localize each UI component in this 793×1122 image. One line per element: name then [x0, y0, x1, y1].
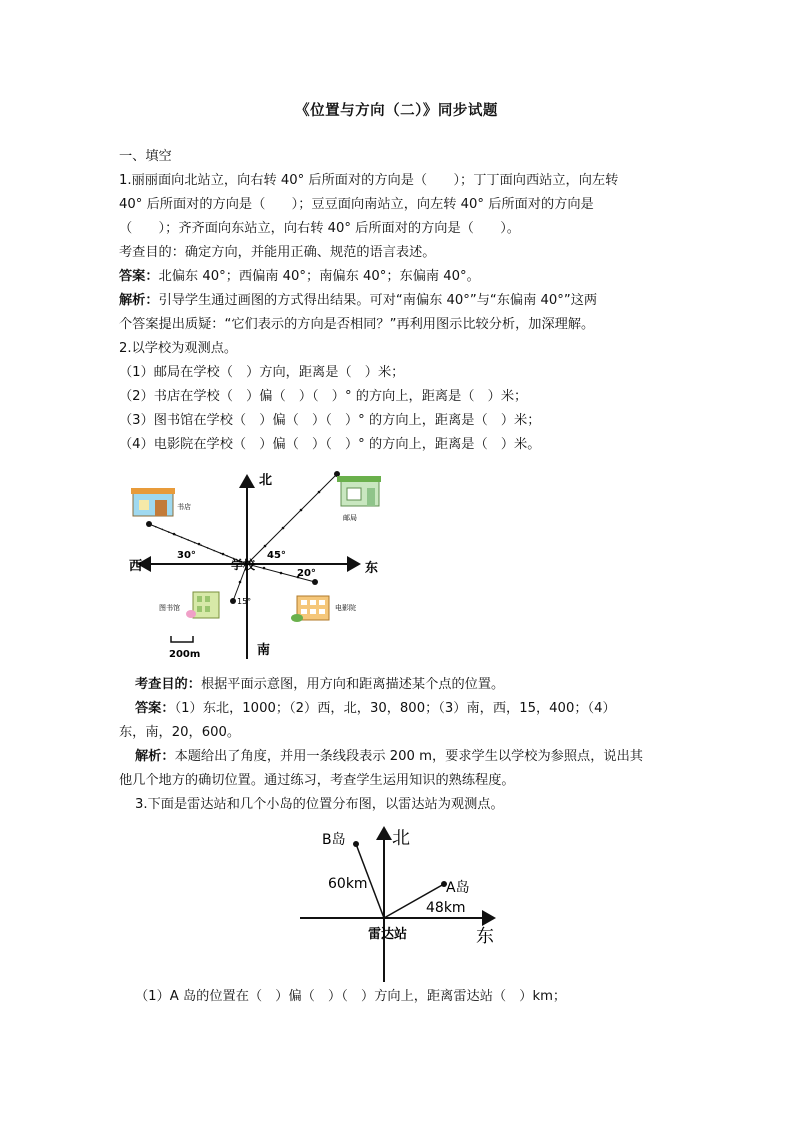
q2-answer: [135, 700, 695, 718]
q3-item-1: （1）A 岛的位置在（ ）偏（ ）（ ）方向上，距离雷达站（ ）km；: [135, 989, 567, 1004]
analysis-label: 解析：: [135, 749, 175, 764]
q2-answer-cont: 东，南，20，600。: [119, 725, 241, 740]
post-office-label: 邮局: [343, 514, 357, 522]
island-b-label: B岛: [322, 832, 346, 848]
radar-station-label: 雷达站: [368, 927, 408, 942]
bookstore-building: [131, 488, 175, 516]
answer-label: 答案：: [135, 701, 175, 716]
angle-45-label: 45°: [267, 550, 286, 561]
page-title: 《位置与方向（二）》同步试题: [295, 103, 498, 119]
library-building: [186, 592, 219, 618]
section-heading: 一、填空: [119, 149, 172, 164]
scale-bar: [171, 636, 193, 642]
radar-north-label: 北: [392, 828, 410, 849]
post-office-building: [337, 476, 381, 506]
analysis-text: 引导学生通过画图的方式得出结果。可对“南偏东 40°”与“东偏南 40°”这两: [158, 293, 598, 308]
analysis-text: 本题给出了角度，并用一条线段表示 200 m，要求学生以学校为参照点，说出其: [174, 749, 643, 764]
q2-stem: 2.以学校为观测点。: [119, 341, 238, 356]
q2-item-2: （2）书店在学校（ ）偏（ ）（ ）° 的方向上，距离是（ ）米；: [119, 389, 528, 404]
goal-label: 考查目的：: [135, 677, 201, 692]
library-label: 图书馆: [159, 604, 180, 612]
dist-a-label: 48km: [426, 900, 466, 916]
dist-b-label: 60km: [328, 876, 368, 892]
q2-item-1: （1）邮局在学校（ ）方向，距离是（ ）米；: [119, 365, 405, 380]
q3-stem: 3.下面是雷达站和几个小岛的位置分布图，以雷达站为观测点。: [135, 797, 504, 812]
bookstore-point: [146, 521, 152, 527]
answer-text: 北偏东 40°；西偏南 40°；南偏东 40°；东偏南 40°。: [158, 269, 480, 284]
q1-analysis: [119, 292, 679, 310]
radar-east-label: 东: [476, 926, 494, 947]
q1-analysis-cont: 个答案提出质疑：“它们表示的方向是否相同？”再利用图示比较分析，加深理解。: [119, 317, 595, 332]
q1-answer: [119, 268, 679, 286]
q2-item-3: （3）图书馆在学校（ ）偏（ ）（ ）° 的方向上，距离是（ ）米；: [119, 413, 541, 428]
south-label: 南: [257, 643, 271, 658]
north-label: 北: [259, 473, 273, 488]
cinema-label: 电影院: [335, 604, 356, 612]
island-b-point: [353, 841, 359, 847]
radar-station-map: [298, 822, 503, 987]
q2-goal: [135, 676, 695, 694]
answer-label: 答案：: [119, 269, 159, 284]
q2-analysis-cont: 他几个地方的确切位置。通过练习，考查学生运用知识的熟练程度。: [119, 773, 515, 788]
q1-line-2: 40° 后所面对的方向是（ ）；豆豆面向南站立，向左转 40° 后所面对的方向是: [119, 197, 594, 212]
angle-15-label: 15°: [237, 597, 252, 606]
cinema-point: [312, 579, 318, 585]
library-point: [230, 598, 236, 604]
east-label: 东: [365, 561, 379, 576]
q2-analysis: [135, 748, 695, 766]
answer-text: （1）东北，1000；（2）西，北，30，800；（3）南，西，15，400；（4）: [174, 701, 616, 716]
angle-30-label: 30°: [177, 550, 196, 561]
q1-goal: 考查目的：确定方向，并能用正确、规范的语言表述。: [119, 245, 436, 260]
island-a-label: A岛: [446, 880, 470, 896]
scale-label: 200m: [169, 649, 201, 660]
bookstore-label: 书店: [177, 503, 191, 511]
west-label: 西: [129, 559, 143, 574]
q1-line-3: （ ）；齐齐面向东站立，向右转 40° 后所面对的方向是（ ）。: [119, 221, 520, 236]
goal-text: 根据平面示意图，用方向和距离描述某个点的位置。: [200, 677, 505, 692]
q1-line-1: 1.丽丽面向北站立，向右转 40° 后所面对的方向是（ ）；丁丁面向西站立，向左转: [119, 173, 619, 188]
school-direction-map: [119, 464, 389, 664]
analysis-label: 解析：: [119, 293, 159, 308]
school-label: 学校: [231, 558, 256, 572]
angle-20-label: 20°: [297, 568, 316, 579]
q2-item-4: （4）电影院在学校（ ）偏（ ）（ ）° 的方向上，距离是（ ）米。: [119, 437, 541, 452]
cinema-building: [291, 596, 329, 622]
